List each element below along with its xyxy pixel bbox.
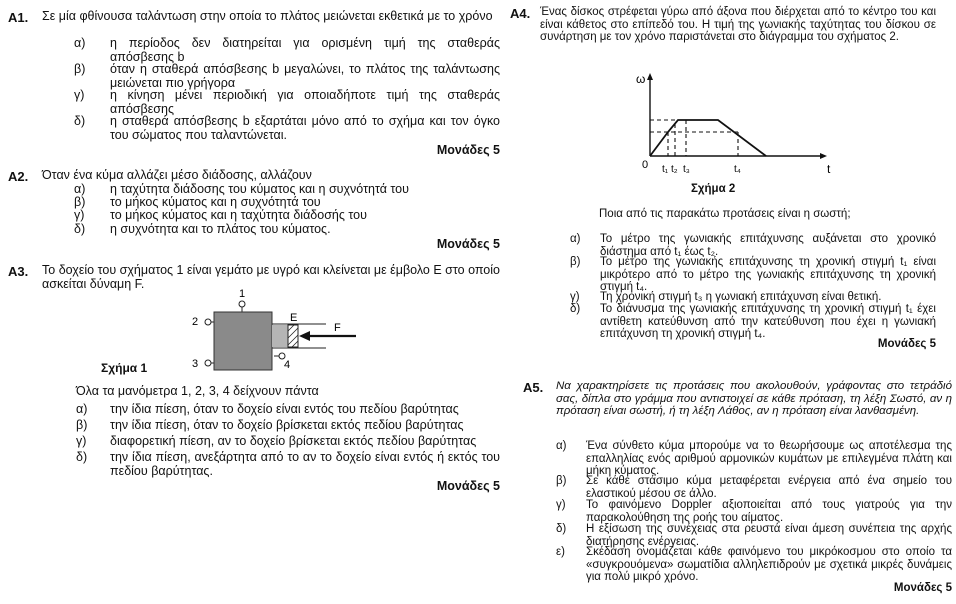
question-lead-a3: Όλα τα μανόμετρα 1, 2, 3, 4 δείχνουν πάντα: [76, 384, 319, 398]
gauge-1-label: 1: [239, 288, 246, 300]
option-a2-d: [74, 223, 500, 237]
option-letter: δ): [74, 222, 86, 236]
option-a1-d: [74, 115, 500, 145]
option-a5-a: [556, 440, 952, 478]
gauge-3-icon: [205, 360, 211, 366]
option-text: Το μέτρο της γωνιακής επιτάχυνσης αυξάνεται στο χρονικό διάστημα από t₁ έως t₂.: [600, 233, 936, 258]
option-a5-b: [556, 475, 952, 501]
option-a2-c: [74, 209, 500, 223]
option-text: Το διάνυσμα της γωνιακής επιτάχυνσης τη χρονική στιγμή t₁ έχει αντίθετη κατεύθυνση από την κατεύθυνση που έχει η γωνιακή επιτάχυνση τη χρονική στιγμή t₄.: [600, 303, 936, 340]
option-letter: β): [76, 418, 88, 432]
option-a3-a: [76, 403, 500, 417]
option-text: την ίδια πίεση, ανεξάρτητα από το αν το δοχείο είναι εντός ή εκτός του πεδίου βαρύτητας.: [110, 450, 500, 478]
origin-label: 0: [642, 159, 649, 171]
option-text: Το φαινόμενο Doppler αξιοποιείται από τους γιατρούς για την παρακολούθηση της ροής του αίματος.: [586, 499, 952, 524]
option-text: Σε κάθε στάσιμο κύμα μεταφέρεται ενέργεια από ένα σημείο του ελαστικού μέσου σε άλλο.: [586, 475, 952, 500]
gauge-3-label: 3: [192, 358, 199, 370]
option-letter: β): [74, 195, 86, 209]
option-letter: α): [570, 233, 581, 245]
option-letter: β): [74, 62, 86, 76]
option-letter: γ): [74, 88, 85, 102]
t1-label: t₁: [662, 164, 669, 175]
gauge-1-icon: [239, 301, 245, 307]
option-text: το μήκος κύματος και η ταχύτητα διάδοσής του: [110, 208, 367, 222]
option-text: Το μέτρο της γωνιακής επιτάχυνσης τη χρονική στιγμή t₁ είναι μικρότερο από το μέτρο της γωνιακής επιτάχυνσης τη χρονική στιγμή t₄.: [600, 256, 936, 293]
option-a3-d: [76, 451, 500, 479]
gauge-2-label: 2: [192, 316, 199, 328]
option-text: η σταθερά απόσβεσης b εξαρτάται μόνο από το σχήμα και τον όγκο του σώματος που ταλαντώνεται.: [110, 114, 500, 142]
option-text: η περίοδος δεν διατηρείται για ορισμένη τιμή της σταθεράς απόσβεσης b: [110, 36, 500, 64]
question-number-a4: A4.: [510, 6, 531, 21]
question-prompt-a4: Ποια από τις παρακάτω προτάσεις είναι η σωστή;: [599, 208, 851, 220]
marks-a4: Μονάδες 5: [877, 338, 936, 350]
option-letter: β): [556, 475, 567, 487]
figure-2-caption: Σχήμα 2: [691, 183, 736, 195]
option-text: διαφορετική πίεση, αν το δοχείο βρίσκεται εκτός πεδίου βαρύτητας: [110, 434, 477, 448]
omega-curve: [650, 120, 766, 156]
marks-a5: Μονάδες 5: [893, 582, 952, 594]
gauge-4-label: 4: [284, 359, 291, 371]
option-letter: δ): [74, 114, 86, 128]
option-text: η ταχύτητα διάδοσης του κύματος και η συχνότητά του: [110, 182, 409, 196]
option-letter: α): [74, 36, 86, 50]
marks-a2: Μονάδες 5: [436, 237, 500, 251]
option-letter: γ): [74, 208, 85, 222]
marks-a3: Μονάδες 5: [436, 479, 500, 493]
option-a5-c: [556, 499, 952, 525]
question-stem-a3: Το δοχείο του σχήματος 1 είναι γεμάτο με υγρό και κλείνεται με έμβολο Ε στο οποίο ασκείται δύναμη F.: [42, 263, 500, 291]
option-letter: α): [556, 440, 567, 452]
option-letter: β): [570, 256, 581, 268]
option-letter: δ): [556, 523, 567, 535]
question-number-a3: A3.: [8, 264, 29, 279]
y-axis-label: ω: [636, 72, 646, 86]
option-text: το μήκος κύματος και η συχνότητά του: [110, 195, 321, 209]
option-text: όταν η σταθερά απόσβεσης b μεγαλώνει, το πλάτος της ταλάντωσης μειώνεται πιο γρήγορα: [110, 62, 500, 90]
option-a4-b: [570, 256, 936, 294]
option-a4-d: [570, 303, 936, 341]
option-letter: γ): [570, 291, 580, 303]
t2-label: t₂: [671, 164, 678, 175]
liquid-container: [214, 312, 272, 370]
question-number-a2: A2.: [8, 169, 29, 184]
option-text: η συχνότητα και το πλάτος του κύματος.: [110, 222, 331, 236]
option-letter: δ): [570, 303, 581, 315]
option-letter: α): [74, 182, 86, 196]
marks-a1: Μονάδες 5: [436, 143, 500, 157]
option-a5-e: [556, 546, 952, 584]
piston-label: E: [290, 312, 298, 324]
t4-label: t₄: [734, 164, 741, 175]
option-text: Τη χρονική στιγμή t₃ η γωνιακή επιτάχυνση είναι θετική.: [600, 291, 882, 303]
figure-1-container-diagram: [186, 287, 366, 371]
option-a3-b: [76, 419, 500, 433]
option-text: την ίδια πίεση, όταν το δοχείο βρίσκεται εκτός πεδίου βαρύτητας: [110, 418, 464, 432]
option-a3-c: [76, 435, 500, 449]
question-number-a5: A5.: [523, 380, 544, 395]
figure-1-caption: Σχήμα 1: [101, 361, 148, 375]
option-text: την ίδια πίεση, όταν το δοχείο είναι εντός του πεδίου βαρύτητας: [110, 402, 459, 416]
option-text: Ένα σύνθετο κύμα μπορούμε να το θεωρήσουμε ως αποτέλεσμα της επαλληλίας ενός αριθμού αρμονικών κυμάτων με επιλεγμένα πλάτη και μήκη κύματος.: [586, 440, 952, 477]
gauge-2-icon: [205, 319, 211, 325]
force-label: F: [334, 322, 341, 334]
option-text: η κίνηση μένει περιοδική για οποιαδήποτε τιμή της σταθεράς απόσβεσης: [110, 88, 500, 116]
question-stem-a1: Σε μία φθίνουσα ταλάντωση στην οποία το πλάτος μειώνεται εκθετικά με το χρόνο: [42, 9, 493, 23]
option-text: Σκέδαση ονομάζεται κάθε φαινόμενο του μικρόκοσμου στο οποίο τα «συγκρουόμενα» σωματίδια αλληλεπιδρούν με σχετικά μικρές δυνάμεις για πολύ μικρό χρόνο.: [586, 546, 952, 583]
question-stem-a2: Όταν ένα κύμα αλλάζει μέσο διάδοσης, αλλάζουν: [42, 168, 312, 182]
option-text: Η εξίσωση της συνέχειας στα ρευστά είναι άμεση συνέπεια της αρχής διατήρησης ενέργειας.: [586, 523, 952, 548]
option-letter: α): [76, 402, 88, 416]
option-letter: ε): [556, 546, 565, 558]
question-number-a1: A1.: [8, 10, 29, 25]
t3-label: t₃: [683, 164, 690, 175]
question-stem-a4: Ένας δίσκος στρέφεται γύρω από άξονα που διέρχεται από το κέντρο του και είναι κάθετος στο επίπεδό του. Η τιμή της γωνιακής ταχύτητας του δίσκου σε συνάρτηση με τον χρόνο παριστάνεται στο διάγραμμα του σχήματος 2.: [540, 6, 936, 43]
figure-2-omega-time-graph: [628, 70, 838, 180]
option-letter: γ): [76, 434, 87, 448]
option-letter: γ): [556, 499, 566, 511]
question-instruction-a5: Να χαρακτηρίσετε τις προτάσεις που ακολουθούν, γράφοντας στο τετράδιό σας, δίπλα στο γράμμα που αντιστοιχεί σε κάθε πρόταση, τη λέξη Σωστό, αν η πρόταση είναι σωστή, ή τη λέξη Λάθος, αν η πρόταση είναι λανθασμένη.: [556, 380, 952, 417]
option-letter: δ): [76, 450, 88, 464]
x-axis-label: t: [827, 162, 831, 176]
